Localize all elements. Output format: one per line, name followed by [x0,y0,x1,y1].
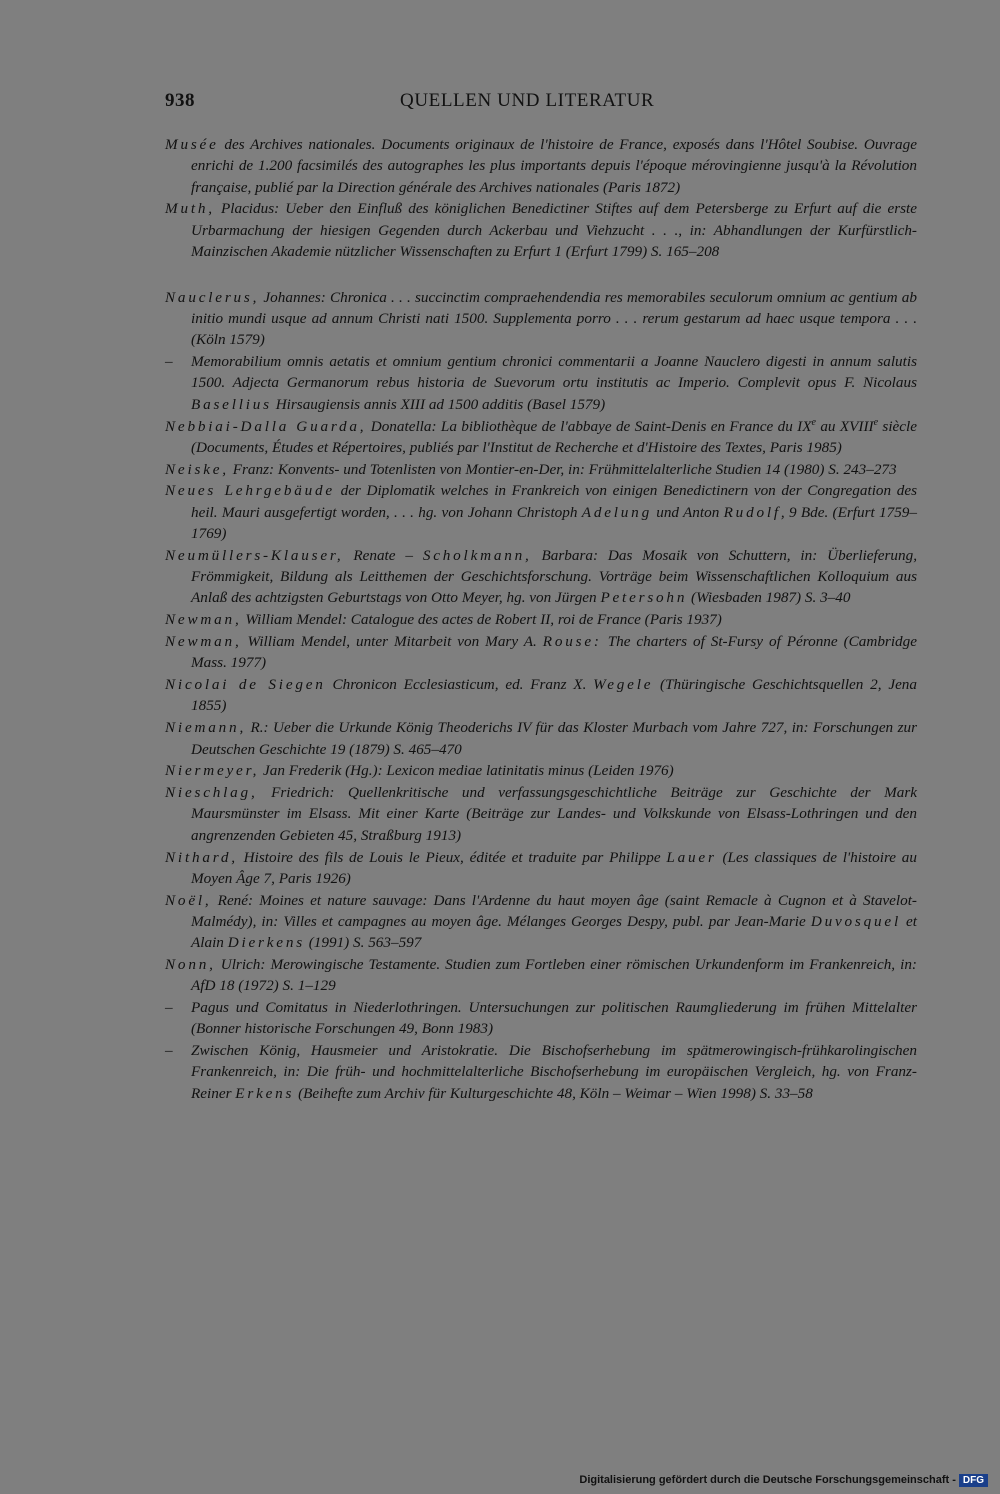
entry-lead: Nauclerus, [165,288,260,306]
bibliography-entry: Neues Lehrgebäude der Diplomatik welches in Frankreich von einigen Benedictinern von der Congregation des heil. Mauri ausgefertigt worden, . . . hg. von Johann Christoph Adelung und Anton Rudolf, 9 Bde. (Erfurt 1759–1769) [165,482,918,543]
entry-lead: Nieschlag, [165,784,258,802]
bibliography-entry: Newman, William Mendel, unter Mitarbeit von Mary A. Rouse: The charters of St-Fursy of Péronne (Cambridge Mass. 1977) [165,633,917,672]
bibliography-entry: Nicolai de Siegen Chronicon Ecclesiasticum, ed. Franz X. Wegele (Thüringische Geschichtsquellen 2, Jena 1855) [165,676,917,715]
entry-lead: Neues Lehrgebäude [165,482,335,500]
bibliography-entry: Nebbiai-Dalla Guarda, Donatella: La bibliothèque de l'abbaye de Saint-Denis en France du IXe au XVIIIe siècle (Documents, Études et Répertoires, publiés par l'Institut de Recherche et d'Histoire des Textes, Paris 1985) [165,416,917,456]
bibliography-entry: Newman, William Mendel: Catalogue des actes de Robert II, roi de France (Paris 1937) [165,611,722,629]
entry-lead: Noël, [165,891,212,909]
dfg-logo-icon: DFG [959,1474,988,1487]
bibliography-entry: Nonn, Ulrich: Merowingische Testamente. Studien zum Fortleben einer römischen Urkundenform im Frankenreich, in: AfD 18 (1972) S. 1–129 [165,955,917,995]
dash-marker: – [165,1042,173,1060]
page-header [165,90,915,118]
entry-lead: Nicolai de Siegen [165,676,326,694]
entry-lead: Neumüllers-Klauser, [165,546,344,564]
section-gap [165,263,917,287]
bibliography-entry: – Memorabilium omnis aetatis et omnium gentium chronici commentarii a Joanne Nauclero digesti in annum salutis 1500. Adjecta Germanorum rebus historia de Suevorum ortu institutis ac Imperio. Complevit opus F. Nicolaus Basellius Hirsaugiensis annis XIII ad 1500 additis (Basel 1579) [165,353,917,413]
bibliography-entry: Nieschlag, Friedrich: Quellenkritische und verfassungsgeschichtliche Beiträge zur Geschichte der Mark Maursmünster im Elsass. Mit einer Karte (Beiträge zur Landes- und Volkskunde von Elsass-Lothringen und den angrenzenden Gebieten 45, Straßburg 1913) [165,784,917,844]
bibliography-entry: – Pagus und Comitatus in Niederlothringen. Untersuchungen zur politischen Raumgliederung im frühen Mittelalter (Bonner historische Forschungen 49, Bonn 1983) [165,999,917,1038]
bibliography-entry: Neiske, Franz: Konvents- und Totenlisten von Montier-en-Der, in: Frühmittelalterliche Studien 14 (1980) S. 243–273 [165,460,897,478]
entry-lead: Newman, [165,611,242,629]
entry-lead: Muth, [165,200,215,218]
entry-lead: Niemann, [165,719,247,737]
entry-lead: Niermeyer, [165,762,260,780]
dash-marker: – [165,353,173,371]
entry-lead: Nithard, [165,848,238,866]
bibliography-entry: Noël, René: Moines et nature sauvage: Dans l'Ardenne du haut moyen âge (saint Remacle à Cugnon et à Stavelot-Malmédy), in: Villes et campagnes au moyen âge. Mélanges Georges Despy, publ. par Jean-Marie Duvosquel et Alain Dierkens (1991) S. 563–597 [165,891,917,952]
bibliography-entry: Niemann, R.: Ueber die Urkunde König Theoderichs IV für das Kloster Murbach vom Jahre 727, in: Forschungen zur Deutschen Geschichte 19 (1879) S. 465–470 [165,719,917,758]
bibliography-entry: Neumüllers-Klauser, Renate – Scholkmann, Barbara: Das Mosaik von Schuttern, in: Überlieferung, Frömmigkeit, Bildung als Leitthemen der Geschichtsforschung. Vorträge beim Wissenschaftlichen Kolloquium aus Anlaß des achtzigsten Geburtstags von Otto Meyer, hg. von Jürgen Petersohn (Wiesbaden 1987) S. 3–40 [165,546,918,607]
bibliography-list [165,134,917,1105]
bibliography-entry: Nithard, Histoire des fils de Louis le Pieux, éditée et traduite par Philippe Lauer (Les classiques de l'histoire au Moyen Âge 7, Paris 1926) [165,848,917,887]
footer-text: Digitalisierung gefördert durch die Deutsche Forschungsgemeinschaft - [579,1474,956,1486]
entry-lead: Nebbiai-Dalla Guarda, [165,417,367,435]
bibliography-entry: Muth, Placidus: Ueber den Einfluß des königlichen Benedictiner Stiftes auf dem Petersberge zu Erfurt auf die erste Urbarmachung der hiesigen Gegenden durch Ackerbau und Viehzucht . . ., in: Abhandlungen der Kurfürstlich-Mainzischen Akademie nützlicher Wissenschaften zu Erfurt 1 (Erfurt 1799) S. 165–208 [165,200,917,260]
dash-marker: – [165,999,173,1017]
bibliography-entry: Musée des Archives nationales. Documents originaux de l'histoire de France, exposés dans l'Hôtel Soubise. Ouvrage enrichi de 1.200 facsimilés des autographes les plus importants depuis l'époque mérovingienne jusqu'à la Révolution française, publié par la Direction générale des Archives nationales (Paris 1872) [165,136,917,196]
entry-lead: Musée [165,136,219,153]
entry-lead: Nonn, [165,955,216,973]
running-title: QUELLEN UND LITERATUR [400,90,655,111]
digitization-footer [579,1472,988,1488]
bibliography-entry: Niermeyer, Jan Frederik (Hg.): Lexicon mediae latinitatis minus (Leiden 1976) [165,762,674,780]
bibliography-entry: – Zwischen König, Hausmeier und Aristokratie. Die Bischofserhebung im spätmerowingisch-frühkarolingischen Frankenreich, in: Die früh- und hochmittelalterliche Bischofserhebung im europäischen Vergleich, hg. von Franz-Reiner Erkens (Beihefte zum Archiv für Kulturgeschichte 48, Köln – Weimar – Wien 1998) S. 33–58 [165,1042,917,1102]
entry-lead: Neiske, [165,460,229,478]
entry-lead: Newman, [165,633,242,651]
bibliography-entry: Nauclerus, Johannes: Chronica . . . succinctim compraehendendia res memorabiles seculorum omnium ac gentium ab initio mundi usque ad annum Christi nati 1500. Supplementa porro . . . rerum gestarum ad haec usque tempora . . . (Köln 1579) [165,288,917,349]
page-number: 938 [165,90,195,111]
